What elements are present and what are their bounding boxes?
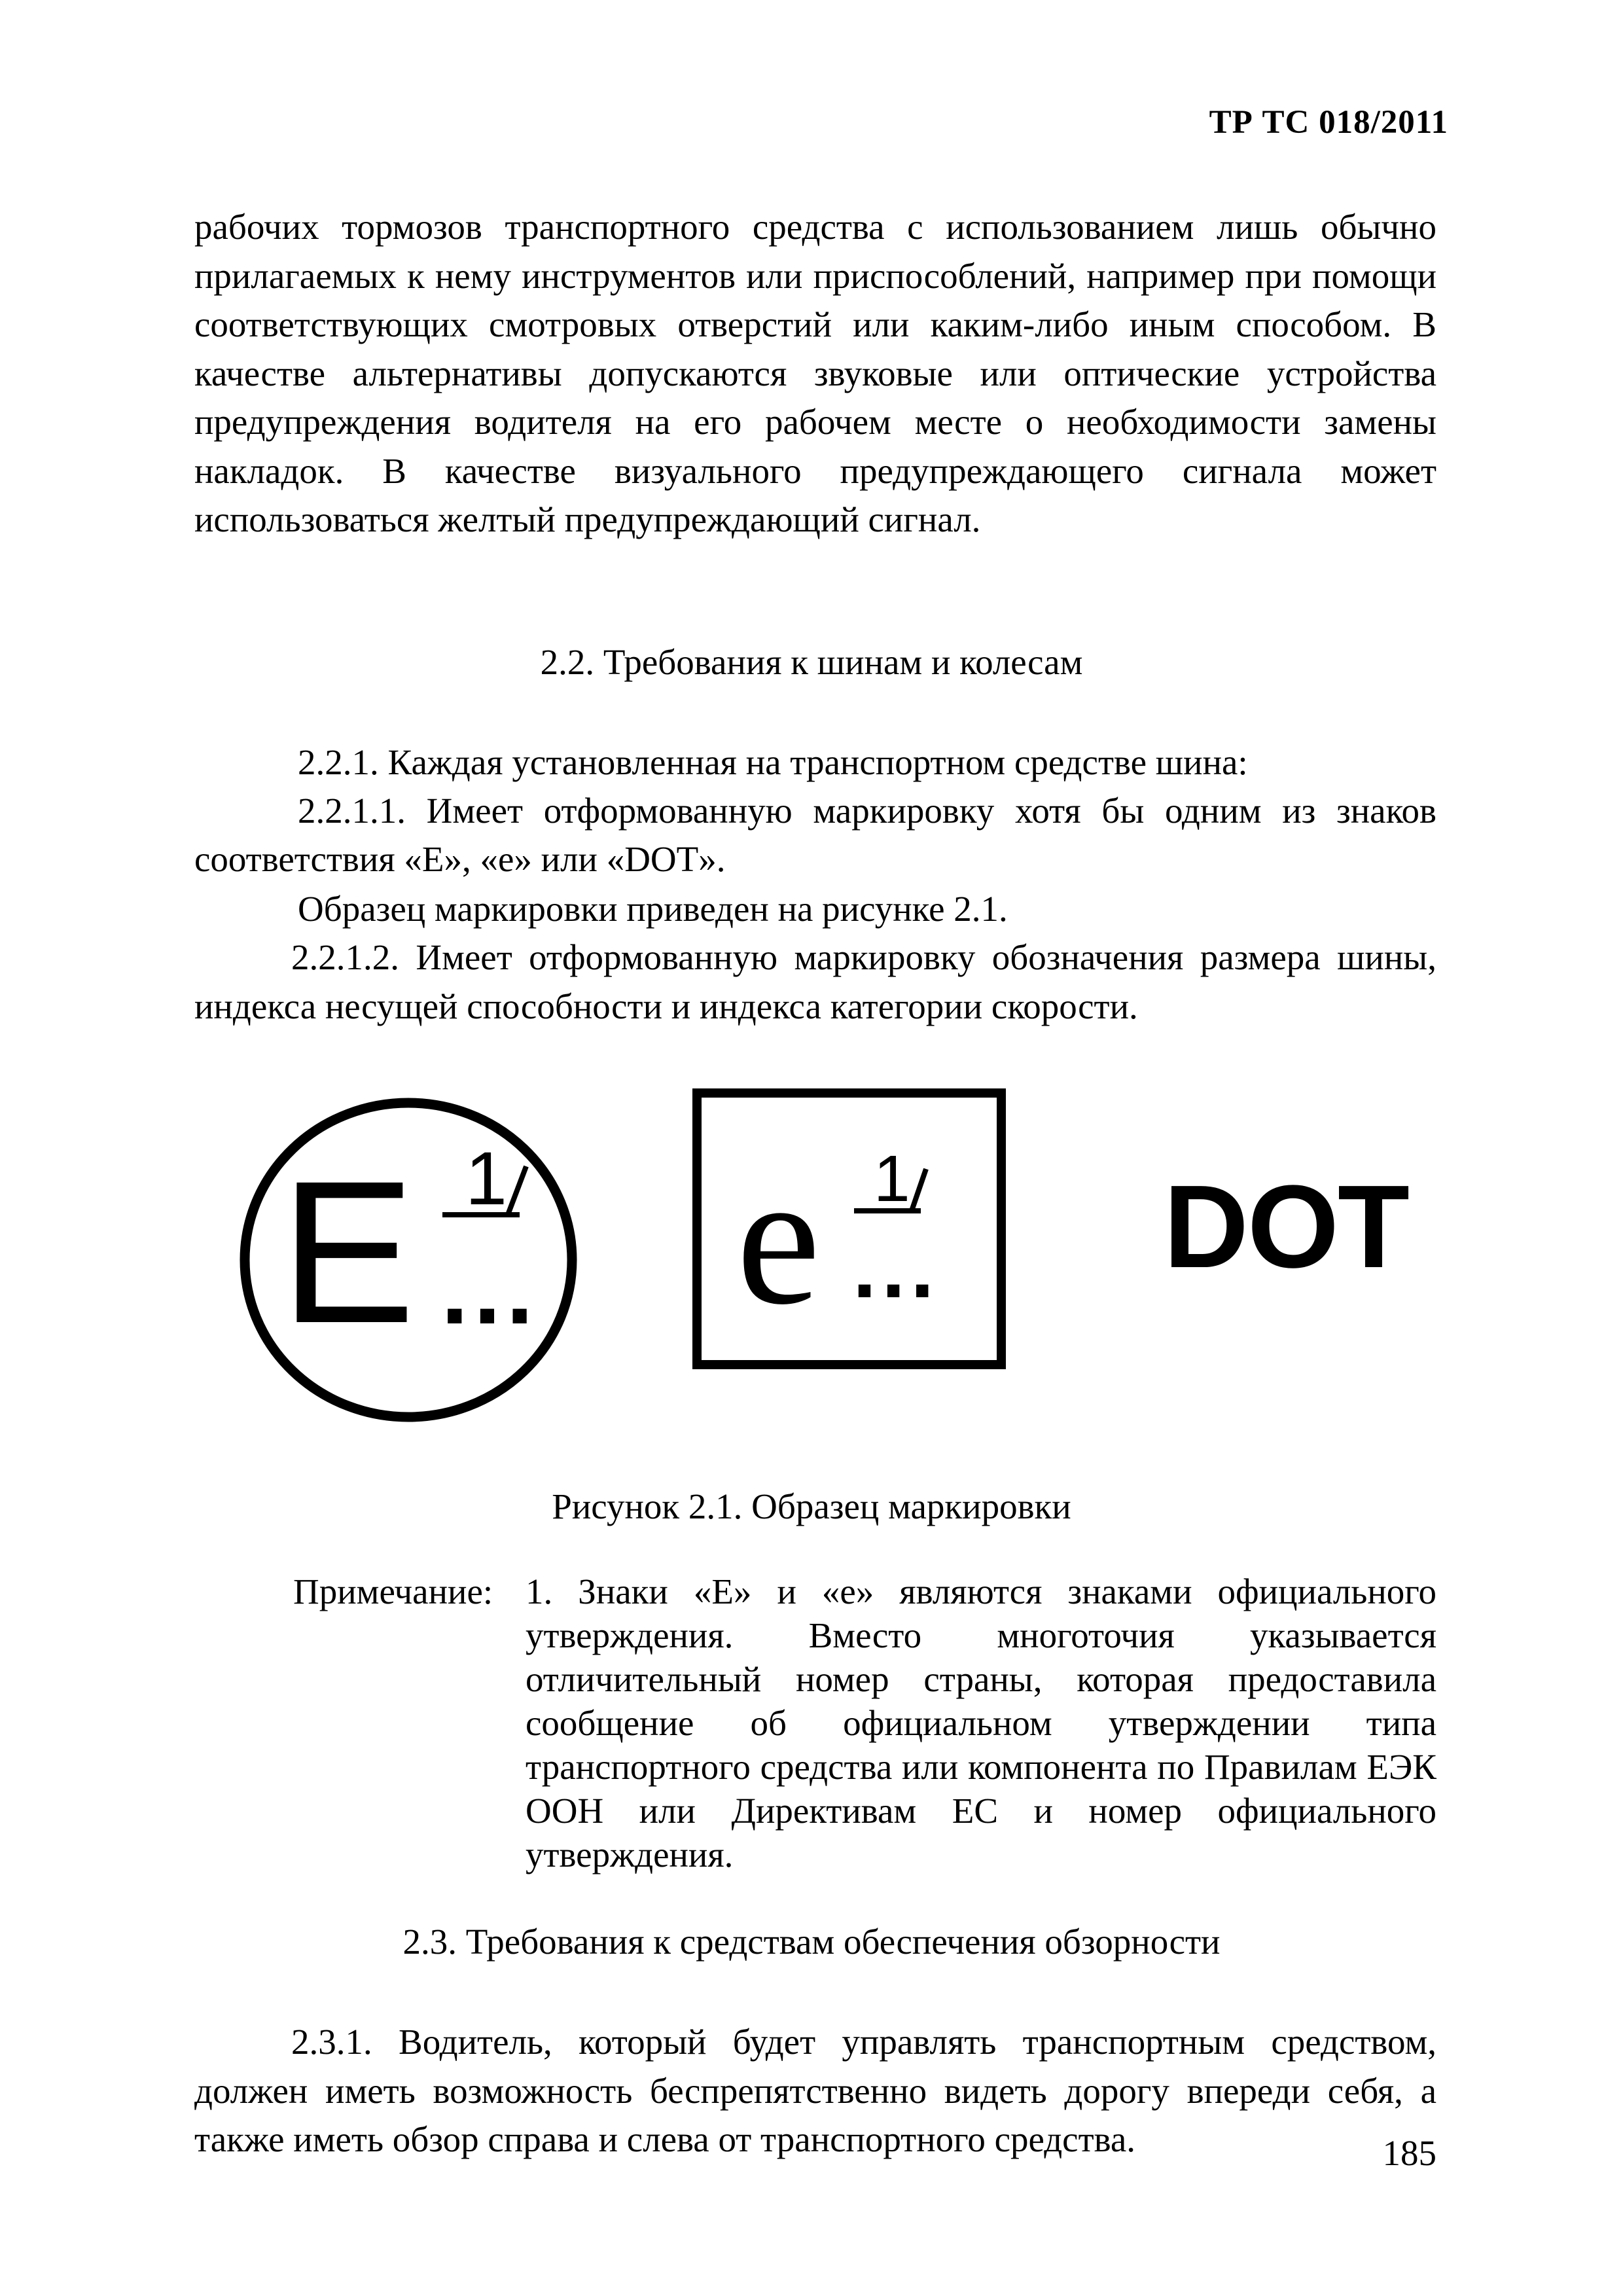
- mark-e-superscript: 1: [874, 1142, 910, 1215]
- section-2-3-heading: 2.3. Требования к средствам обеспечения обзорности: [402, 1922, 1221, 1962]
- e-rectangle-approval-mark: [690, 1086, 1011, 1374]
- document-code: ТР ТС 018/2011: [1209, 104, 1448, 141]
- note-text: 1. Знаки «Е» и «е» являются знаками официального утверждения. Вместо многоточия указывается отличительный номер страны, которая предоставила сообщение об официальном утверждении типа транспортного средства или компонента по Правилам ЕЭК ООН или Директивам ЕС и номер официального утверждения.: [526, 1571, 1436, 1874]
- mark-E-dots: ...: [441, 1234, 539, 1344]
- mark-E-superscript: 1: [465, 1137, 507, 1221]
- page-number: 185: [1382, 2133, 1436, 2173]
- mark-E-slash: [508, 1166, 526, 1215]
- note-label: Примечание:: [293, 1571, 493, 1611]
- figure-2-1: [0, 1067, 1623, 1433]
- item-2-3-1: 2.3.1. Водитель, который будет управлять транспортным средством, должен иметь возможность беспрепятственно видеть дорогу впереди себя, а также иметь обзор справа и слева от транспортного средства.: [194, 2022, 1436, 2159]
- sample-reference: Образец маркировки приведен на рисунке 2.1.: [298, 889, 1008, 929]
- intro-paragraph: рабочих тормозов транспортного средства с использованием лишь обычно прилагаемых к нему инструментов или приспособлений, например при помощи соответствующих смотровых отверстий или каким-либо иным способом. В качестве альтернативы допускаются звуковые или оптические устройства предупреждения водителя на его рабочем месте о необходимости замены накладок. В качестве визуального предупреждающего сигнала может использоваться желтый предупреждающий сигнал.: [194, 207, 1436, 539]
- section-2-2-heading: 2.2. Требования к шинам и колесам: [540, 642, 1083, 682]
- item-2-2-1-1-second-line: соответствия «Е», «е» или «DOT».: [194, 839, 726, 879]
- e-circle-approval-mark: [233, 1093, 593, 1427]
- figure-caption: Рисунок 2.1. Образец маркировки: [552, 1486, 1071, 1526]
- mark-e-dots: ...: [853, 1220, 940, 1316]
- mark-e-letter: e: [736, 1134, 821, 1344]
- item-2-2-1-1-first-line: 2.2.1.1. Имеет отформованную маркировку хотя бы одним из знаков: [298, 791, 1436, 831]
- dot-mark: DOT: [1164, 1161, 1408, 1293]
- item-2-2-1: 2.2.1. Каждая установленная на транспортном средстве шина:: [298, 742, 1248, 782]
- item-2-2-1-2: 2.2.1.2. Имеет отформованную маркировку обозначения размера шины, индекса несущей способности и индекса категории скорости.: [194, 937, 1436, 1026]
- mark-E-letter: E: [280, 1138, 416, 1365]
- mark-e-slash: [912, 1169, 926, 1211]
